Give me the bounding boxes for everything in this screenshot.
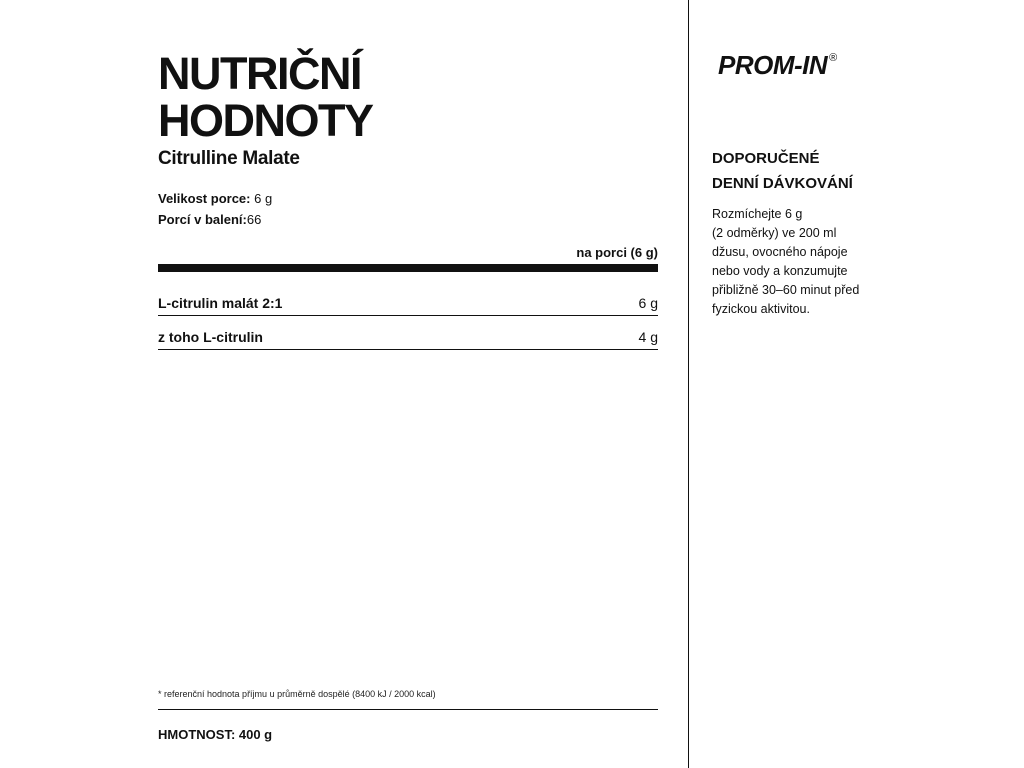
title-line-1: NUTRIČNÍ xyxy=(158,48,361,99)
bottom-divider xyxy=(158,709,658,710)
thick-divider xyxy=(158,264,658,272)
net-weight: HMOTNOST: 400 g xyxy=(158,727,273,742)
servings-per-pack-value: 66 xyxy=(246,212,262,227)
table-row xyxy=(158,327,658,350)
footnote: * referenční hodnota příjmu u průměrně dospělé (8400 kJ / 2000 kcal) xyxy=(158,689,436,699)
dosage-heading-line: DOPORUČENÉ xyxy=(712,150,820,167)
vertical-divider xyxy=(688,0,689,768)
table-row xyxy=(158,293,658,316)
dosage-heading xyxy=(712,146,853,196)
dosage-heading-line: DENNÍ DÁVKOVÁNÍ xyxy=(712,175,853,192)
title-line-2: HODNOTY xyxy=(158,95,373,146)
row-value: 6 g xyxy=(638,295,658,311)
serving-size-value: 6 g xyxy=(254,191,273,206)
servings-per-pack-label: Porcí v balení: xyxy=(158,212,247,227)
row-name: z toho L-citrulin xyxy=(158,329,263,345)
servings-per-pack xyxy=(158,212,261,227)
dosage-line: džusu, ovocného nápoje xyxy=(712,245,848,259)
product-name: Citrulline Malate xyxy=(158,148,300,169)
brand-logo-text: PROM-IN xyxy=(718,50,828,80)
dosage-line: přibližně 30–60 minut před xyxy=(712,283,860,297)
row-value: 4 g xyxy=(638,329,658,345)
serving-size-label: Velikost porce: xyxy=(158,191,251,206)
dosage-line: fyzickou aktivitou. xyxy=(712,302,810,316)
dosage-line: nebo vody a konzumujte xyxy=(712,264,848,278)
page-title xyxy=(158,50,373,144)
brand-logo xyxy=(718,50,837,81)
registered-mark: ® xyxy=(829,52,837,64)
serving-size xyxy=(158,191,272,206)
dosage-line: Rozmíchejte 6 g xyxy=(712,207,803,221)
dosage-instructions xyxy=(712,205,887,319)
column-header: na porci (6 g) xyxy=(576,245,658,260)
row-name: L-citrulin malát 2:1 xyxy=(158,295,283,311)
dosage-line: (2 odměrky) ve 200 ml xyxy=(712,226,837,240)
nutrition-panel xyxy=(158,0,658,768)
